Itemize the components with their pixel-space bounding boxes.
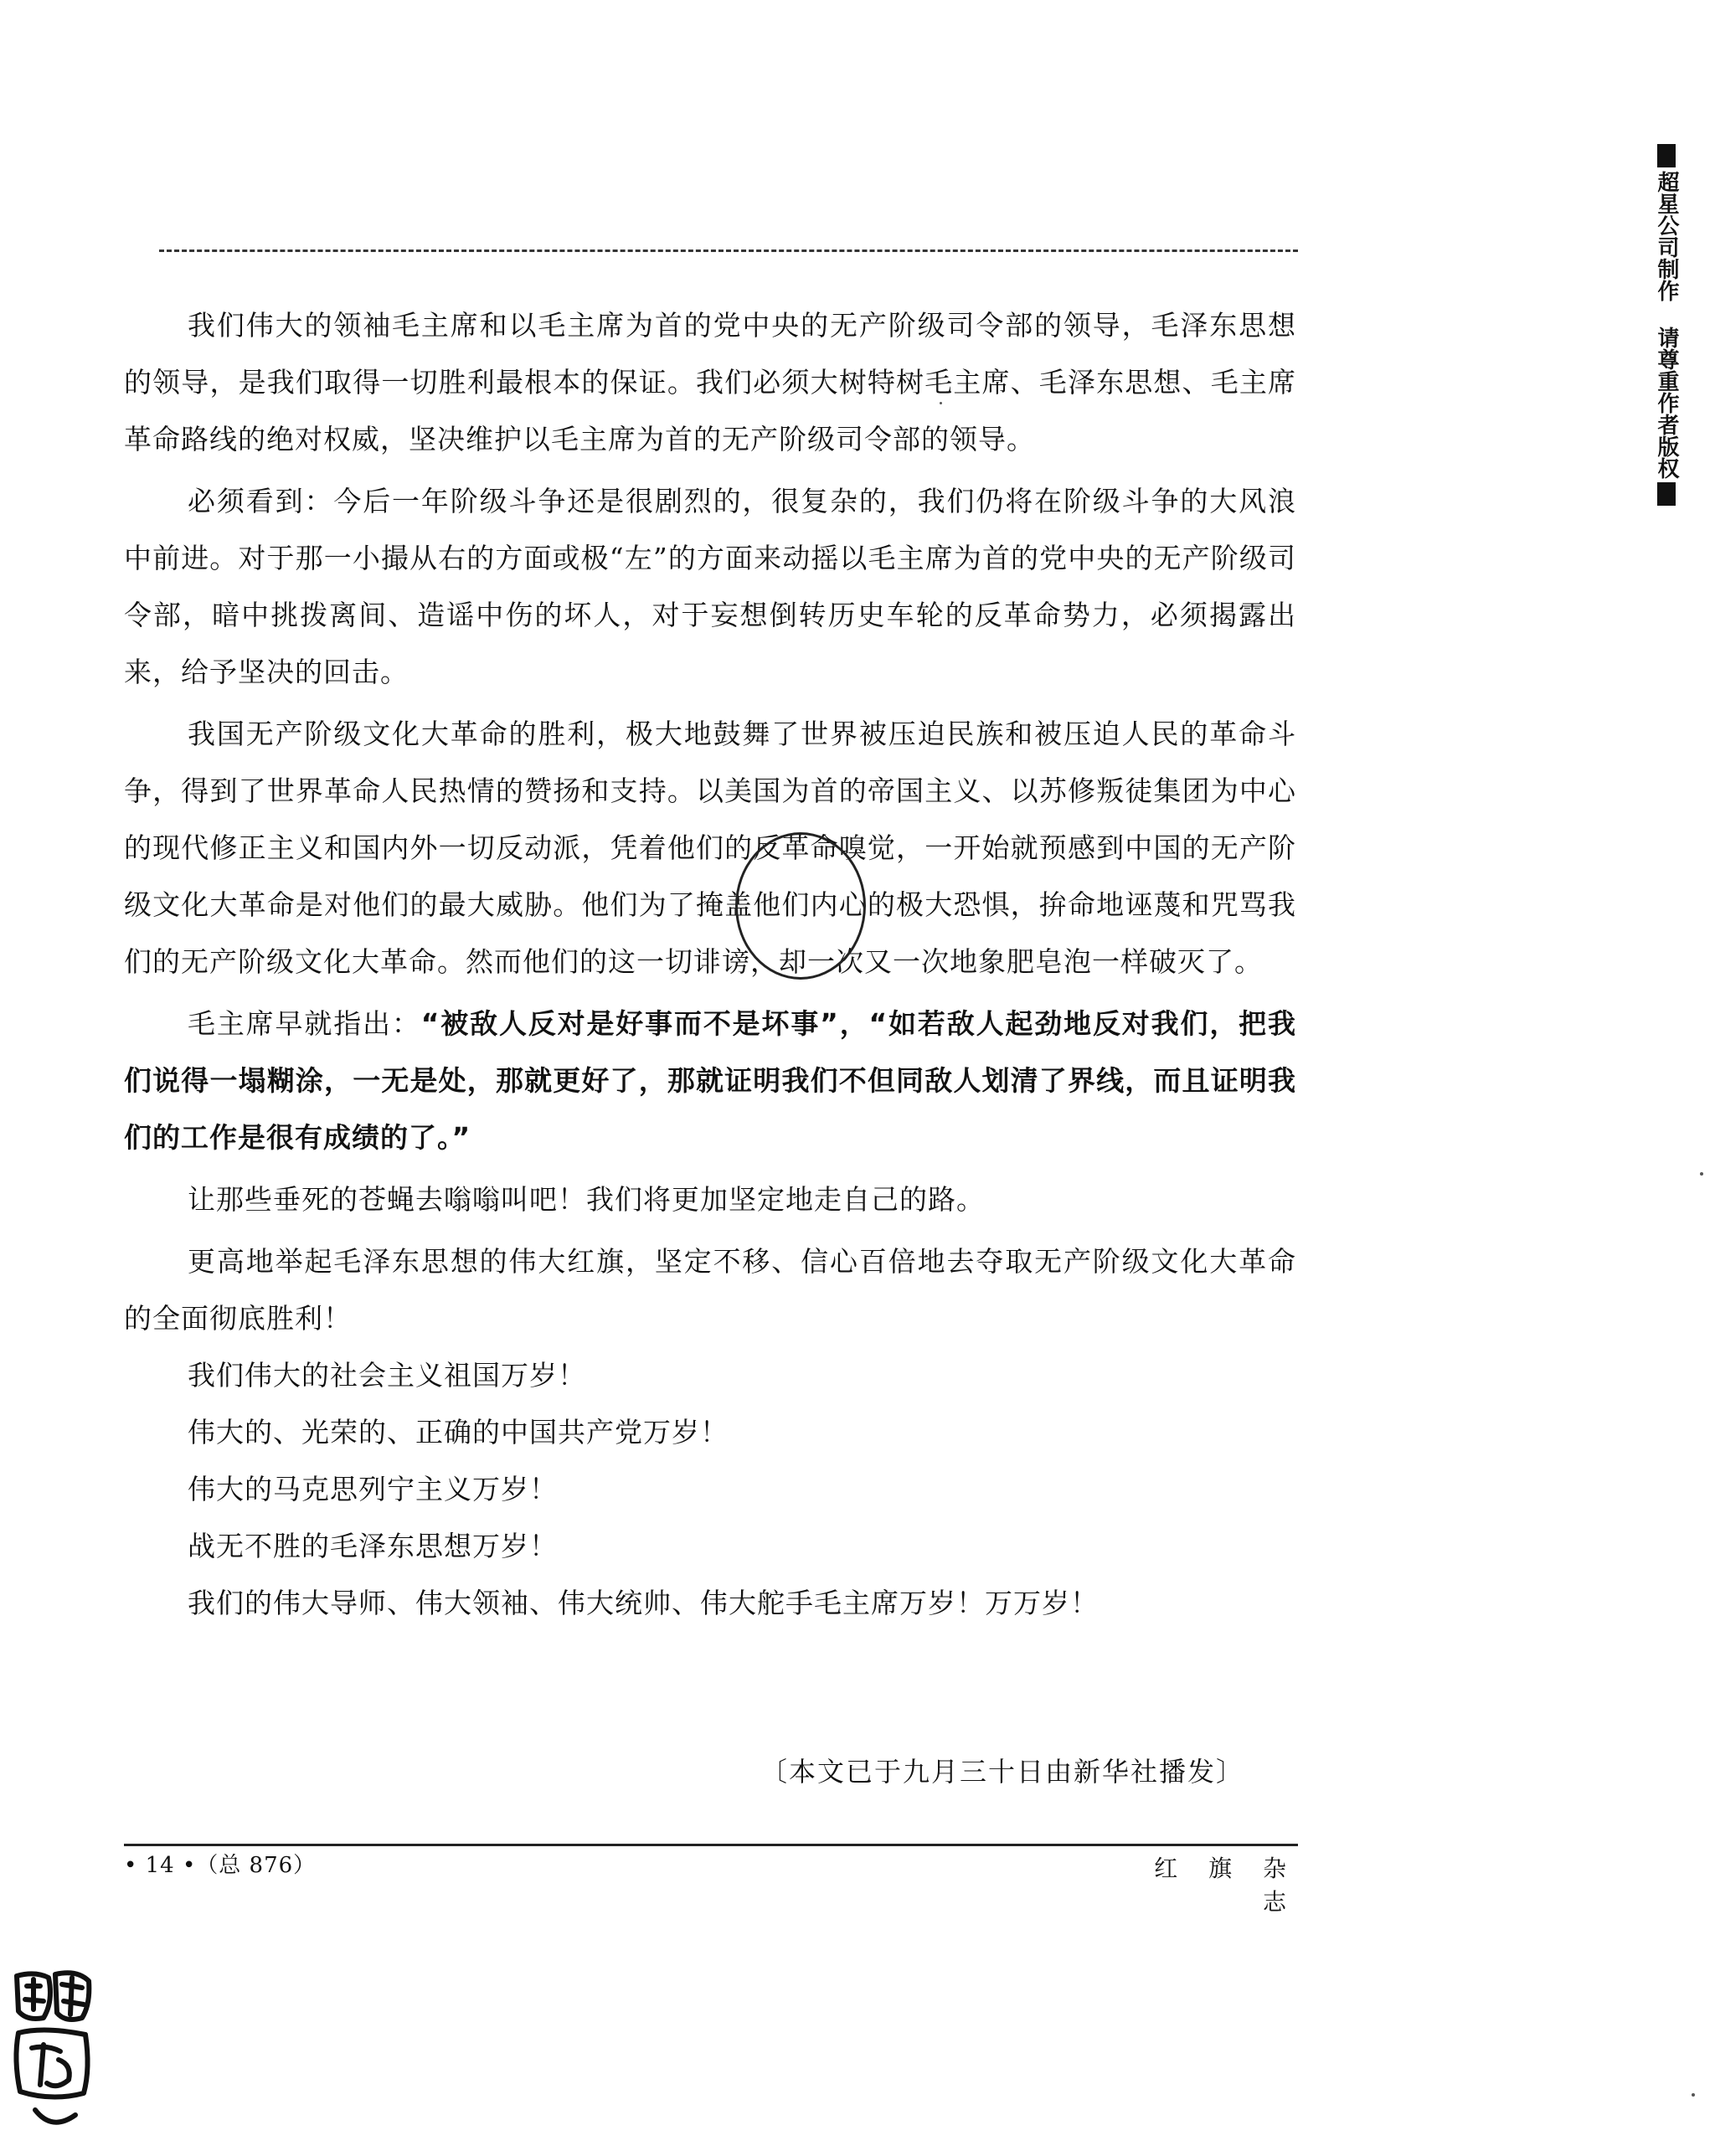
paragraph-red-flag: 更高地举起毛泽东思想的伟大红旗，坚定不移、信心百倍地去夺取无产阶级文化大革命的全面彻底胜利！ [124, 1245, 1296, 1335]
slogan-line: 我们的伟大导师、伟大领袖、伟大统帅、伟大舵手毛主席万岁！万万岁！ [188, 1587, 1099, 1619]
paragraph-class-struggle: 必须看到：今后一年阶级斗争还是很剧烈的，很复杂的，我们仍将在阶级斗争的大风浪中前进。对于那一小撮从右的方面或极“左”的方面来动摇以毛主席为首的党中央的无产阶级司令部，暗中挑拨离间、造谣中伤的坏人，对于妄想倒转历史车轮的反革命势力，必须揭露出来，给予坚决的回击。 [124, 485, 1296, 688]
chairman-quote: “被敌人反对是好事而不是坏事”，“如若敌人起劲地反对我们，把我们说得一塌糊涂，一无是处，那就更好了，那就证明我们不但同敌人划清了界线，而且证明我们的工作是很有成绩的了。” [124, 1007, 1297, 1154]
side-watermark [1651, 144, 1682, 506]
watermark-bar-bottom [1657, 482, 1676, 506]
library-stamp-circle [735, 832, 866, 980]
seal-stamp-icon [10, 1968, 94, 2135]
slogan-line: 伟大的、光荣的、正确的中国共产党万岁！ [188, 1416, 729, 1448]
footer-rule [124, 1844, 1298, 1846]
speck [1692, 2093, 1695, 2097]
paragraph-chairman-quote [124, 996, 1296, 1166]
quote-lead: 毛主席早就指出： [188, 1007, 421, 1040]
top-dashed-rule [159, 250, 1298, 255]
watermark-bar-top [1657, 144, 1676, 167]
slogan-line: 战无不胜的毛泽东思想万岁！ [188, 1530, 558, 1562]
slogan-line: 伟大的马克思列宁主义万岁！ [188, 1473, 558, 1505]
speck [1700, 1172, 1703, 1176]
page-number: • 14 •（总 876） [124, 1853, 317, 1878]
paragraph-leadership: 我们伟大的领袖毛主席和以毛主席为首的党中央的无产阶级司令部的领导，毛泽东思想的领导，是我们取得一切胜利最根本的保证。我们必须大树特树毛主席、毛泽东思想、毛主席革命路线的绝对权威，坚决维护以毛主席为首的无产阶级司令部的领导。 [124, 309, 1296, 455]
watermark-text: 超星公司制作 请尊重作者版权 [1654, 171, 1679, 479]
speck [940, 402, 942, 404]
article-body [124, 297, 1296, 1632]
publication-name: 红 旗 杂 志 [1154, 1855, 1298, 1916]
paragraph-world-revolution: 我国无产阶级文化大革命的胜利，极大地鼓舞了世界被压迫民族和被压迫人民的革命斗争，得到了世界革命人民热情的赞扬和支持。以美国为首的帝国主义、以苏修叛徒集团为中心的现代修正主义和国内外一切反动派，凭着他们的反革命嗅觉，一开始就预感到中国的无产阶级文化大革命是对他们的最大威胁。他们为了掩盖他们内心的极大恐惧，拚命地诬蔑和咒骂我们的无产阶级文化大革命。然而他们的这一切诽谤，却一次又一次地象肥皂泡一样破灭了。 [124, 718, 1296, 978]
paragraph-flies: 让那些垂死的苍蝇去嗡嗡叫吧！我们将更加坚定地走自己的路。 [188, 1183, 985, 1216]
slogan-line: 我们伟大的社会主义祖国万岁！ [188, 1359, 586, 1392]
source-note: 〔本文已于九月三十日由新华社播发〕 [760, 1756, 1245, 1788]
